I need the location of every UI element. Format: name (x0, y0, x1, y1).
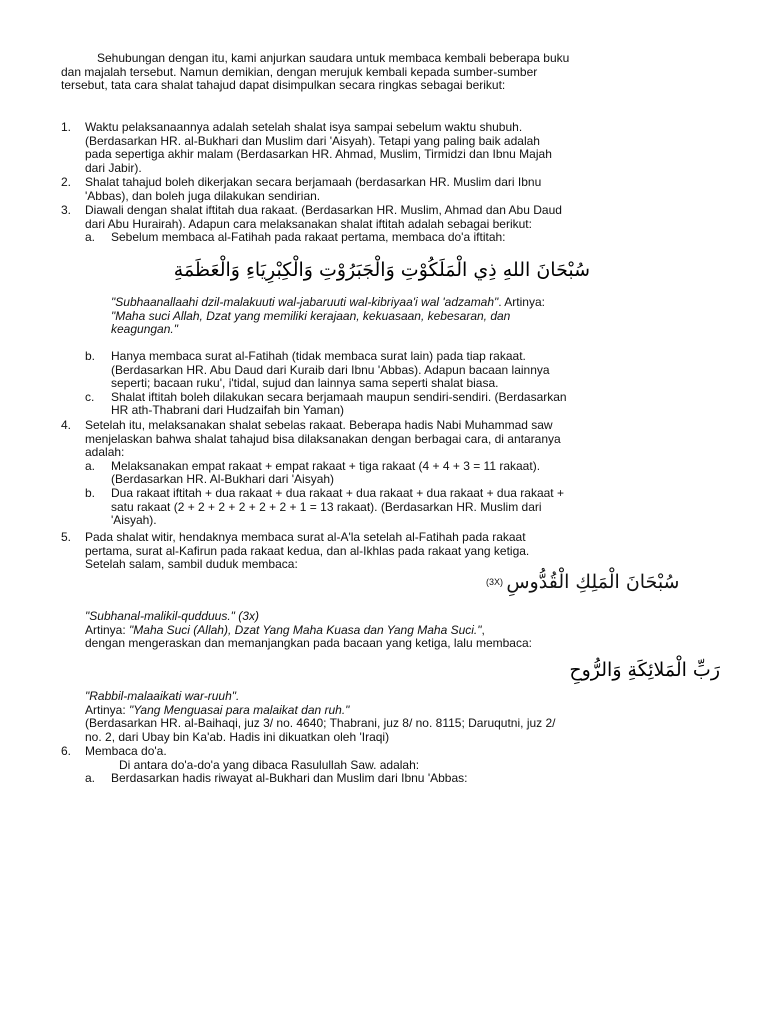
intro-line: dan majalah tersebut. Namun demikian, dengan merujuk kembali kepada sumber-sumber (61, 64, 538, 79)
meaning-text: "Maha suci Allah, Dzat yang memiliki kerajaan, kekuasaan, kebesaran, dan (111, 308, 511, 323)
list-item-2 (61, 176, 701, 203)
item-text: Setelah itu, melaksanakan shalat sebelas rakaat. Beberapa hadis Nabi Muhammad saw (85, 418, 553, 432)
repeat-count: (3X) (486, 577, 504, 588)
reference-text: no. 2, dari Ubay bin Ka'ab. Hadis ini dikuatkan oleh 'Iraqi) (85, 729, 390, 744)
transliteration: "Rabbil-malaaikati war-ruuh". (85, 689, 240, 703)
intro-line: tersebut, tata cara shalat tahajud dapat disimpulkan secara ringkas sebagai berikut: (61, 78, 506, 93)
meaning-text: "Yang Menguasai para malaikat dan ruh." (129, 702, 350, 717)
punctuation: , (481, 622, 485, 637)
item-text: HR ath-Thabrani dari Hudzaifah bin Yaman) (111, 403, 345, 418)
item-text: Hanya membaca surat al-Fatihah (tidak membaca surat lain) pada tiap rakaat. (111, 349, 526, 363)
arabic-rabbil-malaaikati: رَبِّ الْمَلائِكَةِ وَالرُّوحِ (569, 659, 720, 681)
artinya-label: Artinya: (85, 622, 130, 637)
list-item-4 (61, 419, 701, 528)
artinya-label: Artinya: (85, 702, 130, 717)
item-text: Berdasarkan hadis riwayat al-Bukhari dan Muslim dari Ibnu 'Abbas: (111, 771, 468, 786)
item-text: Setelah salam, sambil duduk membaca: (85, 557, 298, 572)
item-text: 'Aisyah). (111, 513, 157, 528)
item-text: satu rakaat (2 + 2 + 2 + 2 + 2 + 2 + 1 = 13 rakaat). (Berdasarkan HR. Muslim dari (111, 499, 542, 514)
item-text: Dua rakaat iftitah + dua rakaat + dua rakaat + dua rakaat + dua rakaat + dua rakaat + (111, 485, 564, 500)
item-text: Di antara do'a-do'a yang dibaca Rasulullah Saw. adalah: (119, 757, 420, 772)
sub-item-mark: c. (85, 389, 95, 404)
item-text: dari Abu Hurairah). Adapun cara melaksanakan shalat iftitah adalah sebagai berikut: (85, 216, 532, 231)
sub-item-mark: b. (85, 349, 96, 363)
item-text: Diawali dengan shalat iftitah dua rakaat. (Berdasarkan HR. Muslim, Ahmad dan Abu Daud (85, 203, 562, 217)
item-number: 4. (61, 418, 72, 432)
sub-item-mark: a. (85, 230, 96, 245)
item-text: adalah: (85, 445, 125, 460)
sub-item-3b (85, 350, 705, 418)
intro-paragraph (61, 52, 701, 93)
item-text: (Berdasarkan HR. al-Bukhari dan Muslim dari 'Aisyah). Tetapi yang paling baik adalah (85, 133, 540, 148)
item-text: dengan mengeraskan dan memanjangkan pada bacaan yang ketiga, lalu membaca: (85, 636, 532, 651)
item-text: pada sepertiga akhir malam (Berdasarkan HR. Ahmad, Muslim, Tirmidzi dan Ibnu Majah (85, 147, 552, 162)
item-text: Pada shalat witir, hendaknya membaca surat al-A'la setelah al-Fatihah pada rakaat (85, 530, 526, 544)
list-item-5 (61, 531, 701, 572)
arabic-subhanal-malik: سُبْحَانَ الْمَلِكِ الْقُدُّوسِ (506, 571, 680, 594)
intro-line: Sehubungan dengan itu, kami anjurkan saudara untuk membaca kembali beberapa buku (97, 51, 570, 65)
item-text: seperti; bacaan ruku', i'tidal, sujud dan lainnya sama seperti shalat biasa. (111, 376, 499, 391)
item-text: menjelaskan bahwa shalat tahajud bisa dilaksanakan dengan berbagai cara, di antaranya (85, 431, 561, 446)
item-number: 6. (61, 744, 72, 758)
artinya-label: . Artinya: (498, 295, 545, 309)
item-text: Melaksanakan empat rakaat + empat rakaat + tiga rakaat (4 + 4 + 3 = 11 rakaat). (111, 458, 541, 473)
item-text: 'Abbas), dan boleh juga dilakukan sendirian. (85, 188, 321, 203)
meaning-text: "Maha Suci (Allah), Dzat Yang Maha Kuasa dan Yang Maha Suci." (129, 622, 482, 637)
list-item-3 (61, 204, 701, 245)
item-text: Sebelum membaca al-Fatihah pada rakaat pertama, membaca do'a iftitah: (111, 230, 506, 245)
item-text: dari Jabir). (85, 160, 142, 175)
item-5-detail-2 (85, 690, 705, 744)
item-number: 1. (61, 120, 72, 134)
item-text: Membaca do'a. (85, 744, 167, 758)
item-text: pertama, surat al-Kafirun pada rakaat kedua, dan al-Ikhlas pada rakaat yang ketiga. (85, 543, 530, 558)
arabic-iftitah: سُبْحَانَ اللهِ ذِي الْمَلَكُوْتِ وَالْجَبَرُوْتِ وَالْكِبْرِيَاءِ وَالْعَظَمَةِ (173, 259, 590, 281)
transliteration: "Subhanal-malikil-qudduus." (3x) (85, 609, 259, 623)
item-text: (Berdasarkan HR. Abu Daud dari Kuraib dari Ibnu 'Abbas). Adapun bacaan lainnya (111, 362, 550, 377)
meaning-text: keagungan." (111, 322, 178, 337)
item-number: 5. (61, 530, 72, 544)
sub-item-mark: a. (85, 771, 96, 786)
sub-item-mark: a. (85, 458, 96, 473)
sub-item-mark: b. (85, 485, 96, 500)
item-text: Waktu pelaksanaannya adalah setelah shalat isya sampai sebelum waktu shubuh. (85, 120, 523, 134)
item-text: Shalat iftitah boleh dilakukan secara berjamaah maupun sendiri-sendiri. (Berdasarkan (111, 389, 567, 404)
transliteration: "Subhaanallaahi dzil-malakuuti wal-jabaruuti wal-kibriyaa'i wal 'adzamah" (111, 295, 499, 309)
item-number: 3. (61, 203, 72, 217)
item-5-detail (85, 610, 705, 651)
list-item-1 (61, 121, 701, 175)
reference-text: (Berdasarkan HR. al-Baihaqi, juz 3/ no. 4640; Thabrani, juz 8/ no. 8115; Daruqutni, juz 2/ (85, 716, 556, 731)
item-text: Shalat tahajud boleh dikerjakan secara berjamaah (berdasarkan HR. Muslim dari Ibnu (85, 175, 542, 189)
list-item-6 (61, 745, 701, 786)
item-number: 2. (61, 175, 72, 189)
iftitah-translation (111, 296, 711, 337)
item-text: (Berdasarkan HR. Al-Bukhari dari 'Aisyah) (111, 472, 335, 487)
arabic-line-1 (486, 571, 680, 606)
